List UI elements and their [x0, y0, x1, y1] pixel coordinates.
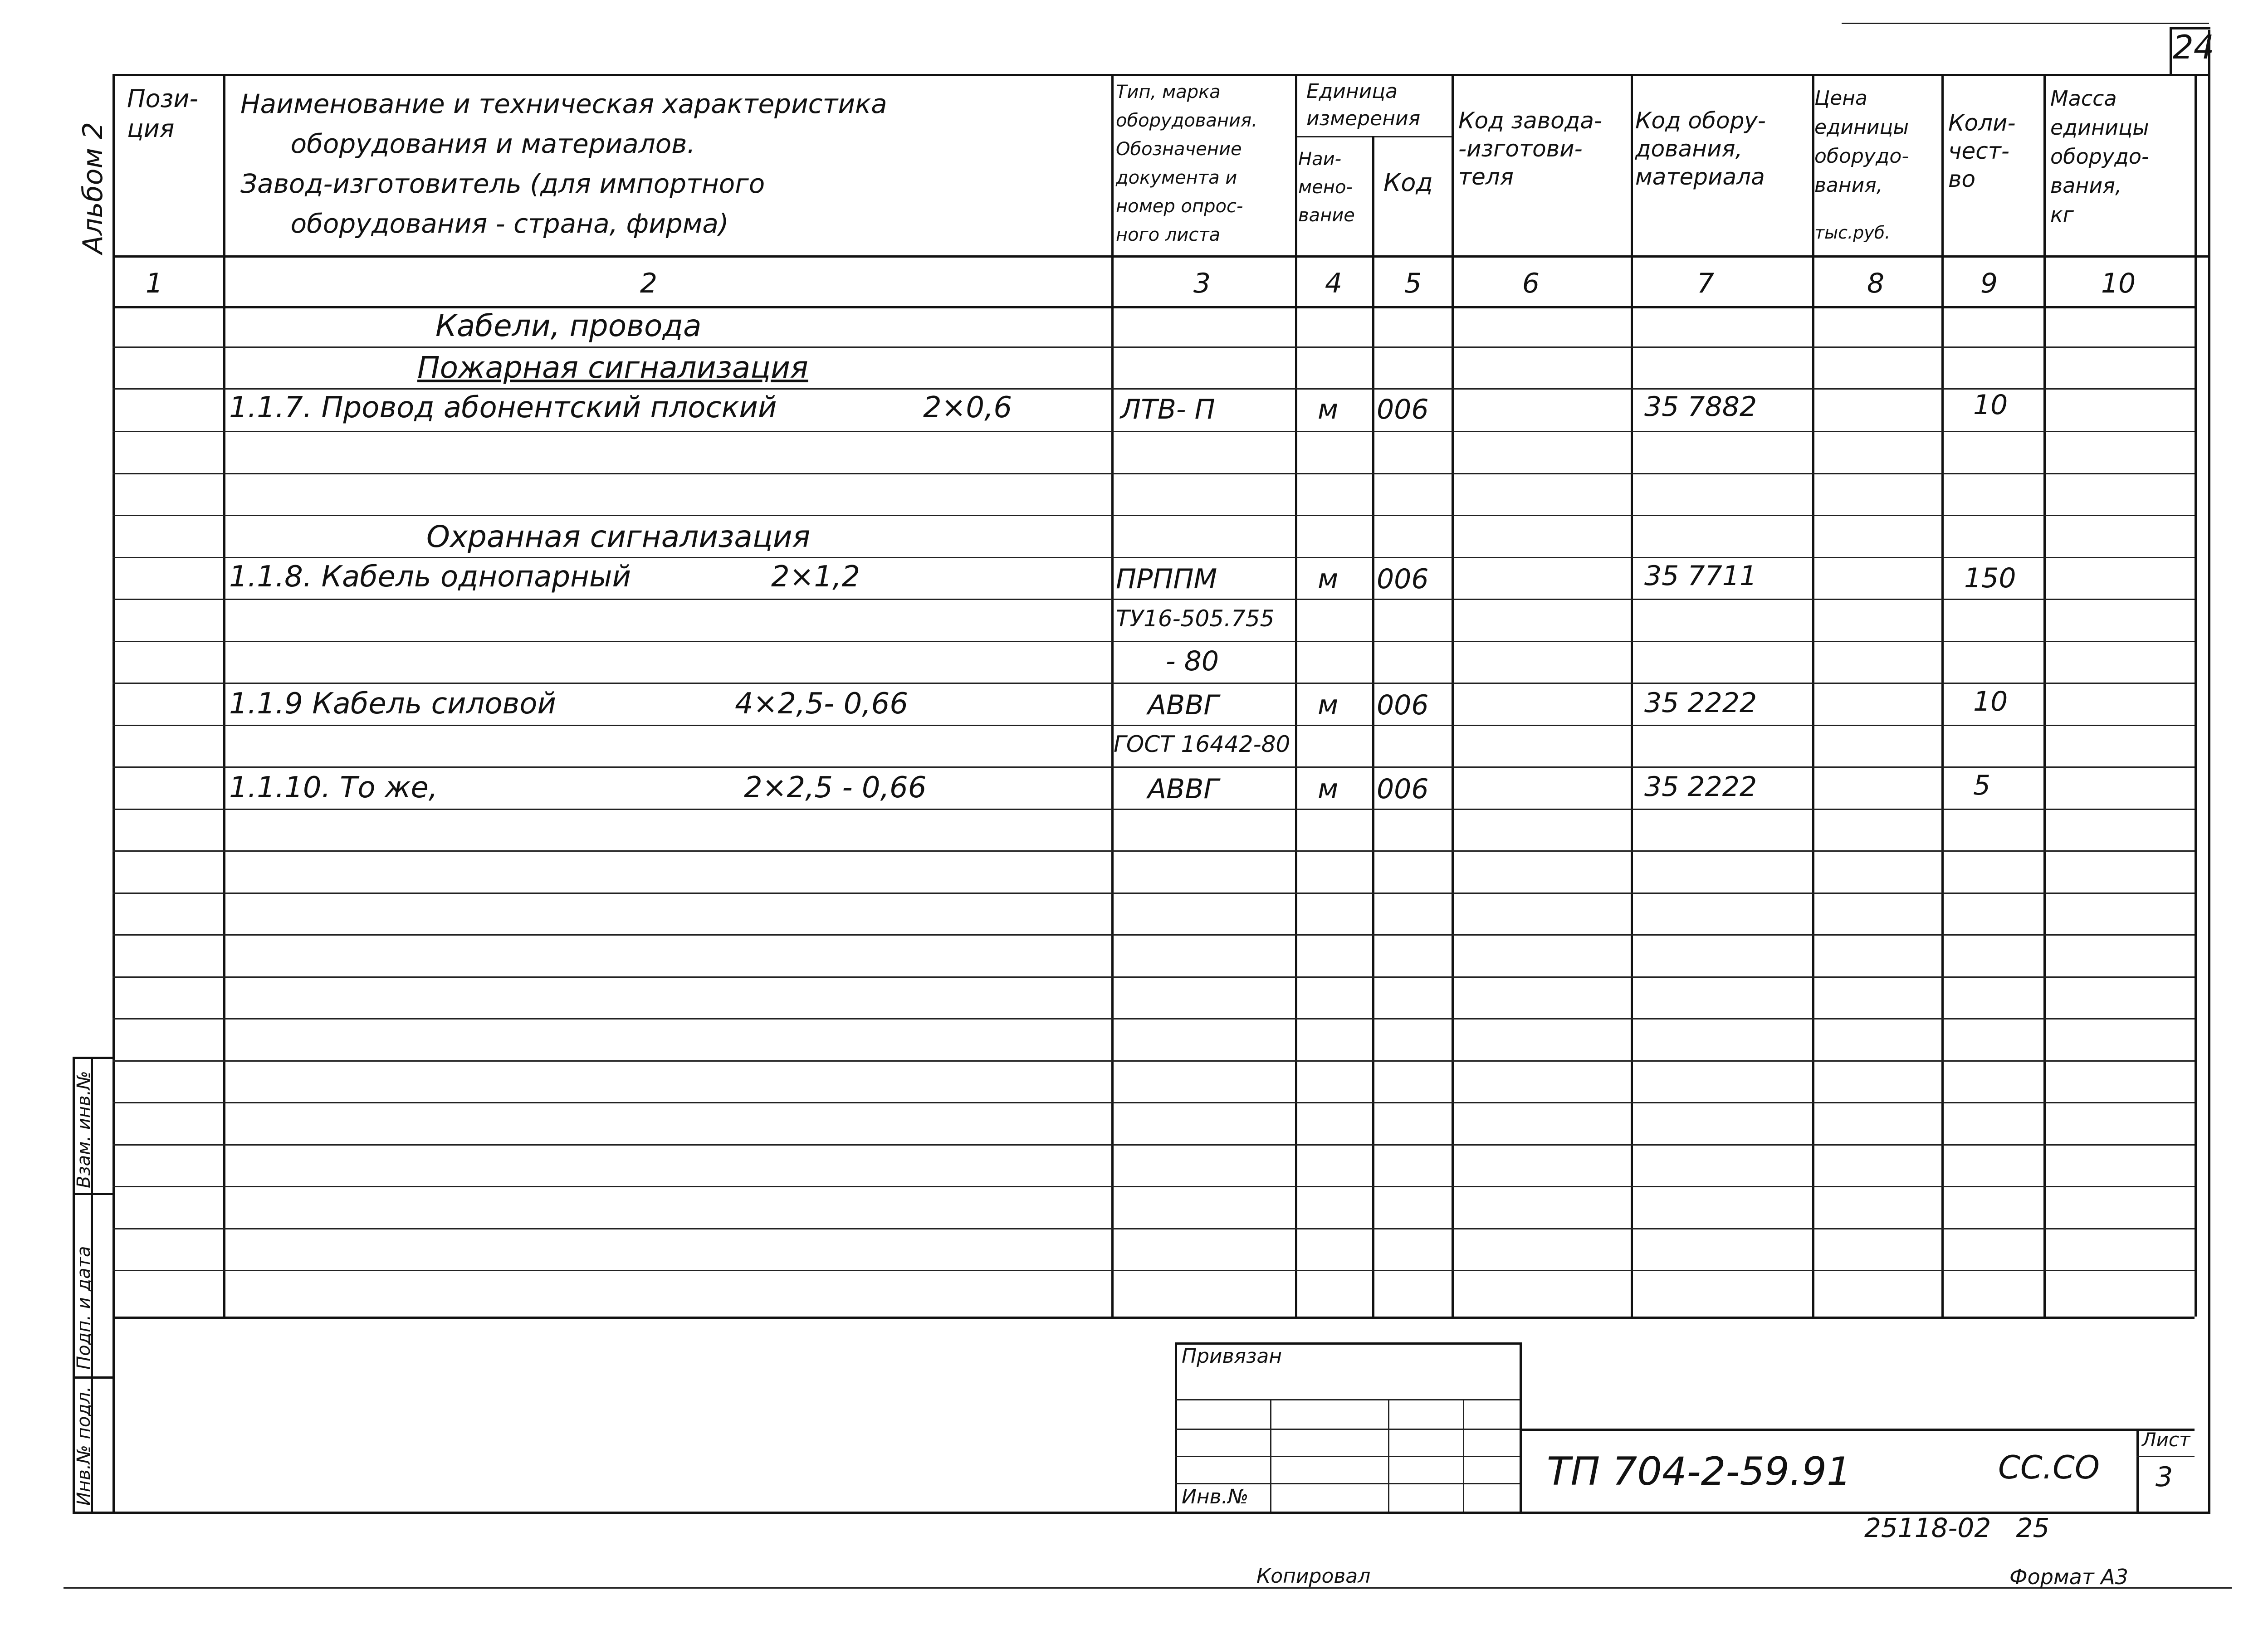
- sheet-label: Лист: [2142, 1429, 2190, 1451]
- item-unit-code: 006: [1377, 563, 1429, 595]
- col-line-9: [2043, 74, 2046, 1317]
- header-mass: Масса единицы оборудо- вания, кг: [2050, 86, 2149, 227]
- col-line-8: [1941, 74, 1944, 1317]
- row-line: [112, 1270, 2195, 1271]
- header-unit-name: Наи- мено- вание: [1298, 149, 1355, 226]
- corner-box-left: [2170, 27, 2172, 74]
- stamp-podp-data: Подп. и дата: [73, 1246, 94, 1370]
- header-position: Пози- ция: [127, 84, 198, 143]
- stamp-vzam-inv: Взам. инв.№: [73, 1071, 94, 1188]
- copied-by: Копировал: [1256, 1565, 1371, 1588]
- frame-top-right-line: [1842, 23, 2209, 24]
- item-name: 1.1.10. То же,: [229, 771, 438, 805]
- tb-row4: [1175, 1483, 1520, 1484]
- item-type: АВВГ: [1148, 773, 1219, 805]
- item-unit: м: [1318, 563, 1339, 595]
- item-qty: 5: [1973, 770, 1991, 801]
- row-line: [112, 557, 2195, 558]
- unit-subheader-line: [1295, 136, 1454, 137]
- col-number: 6: [1522, 268, 1540, 299]
- item-type-doc: ГОСТ 16442-80: [1114, 731, 1290, 757]
- col-number: 8: [1867, 268, 1885, 299]
- row-line: [112, 641, 2195, 642]
- header-unit-group: Единица измерения: [1306, 80, 1421, 130]
- frame-top-border: [112, 74, 2210, 76]
- paper-format: Формат А3: [2009, 1565, 2128, 1589]
- sheet-corner-number: 24: [2173, 28, 2214, 66]
- item-qty: 10: [1973, 389, 2008, 421]
- row-line: [112, 1144, 2195, 1146]
- row-line: [112, 473, 2195, 474]
- item-material-code: 35 7711: [1644, 560, 1757, 592]
- section-cables: Кабели, провода: [435, 308, 702, 343]
- section-fire-alarm: Пожарная сигнализация: [417, 350, 808, 385]
- header-price: Цена единицы оборудо- вания,: [1814, 87, 1909, 197]
- row-line: [112, 1060, 2195, 1062]
- item-unit-code: 006: [1377, 689, 1429, 721]
- col-line-3: [1295, 74, 1297, 1317]
- colnum-bottom-line: [112, 306, 2195, 308]
- item-material-code: 35 7882: [1644, 391, 1757, 423]
- col-line-2: [1111, 74, 1114, 1317]
- row-line: [112, 850, 2195, 852]
- left-stamp-div2: [73, 1376, 113, 1379]
- header-factory-code: Код завода- -изготови- теля: [1458, 107, 1603, 190]
- stamp-inv-podl: Инв.№ подл.: [73, 1386, 94, 1506]
- item-qty: 150: [1964, 562, 2016, 594]
- tb-row2: [1175, 1429, 1520, 1430]
- table-bottom-line: [112, 1317, 2195, 1319]
- section-security-alarm: Охранная сигнализация: [426, 519, 811, 554]
- col-number: 1: [145, 268, 163, 299]
- left-stamp-top: [73, 1057, 113, 1059]
- header-quantity: Коли- чест- во: [1948, 110, 2016, 192]
- item-unit-code: 006: [1377, 773, 1429, 805]
- col-line-1: [223, 74, 225, 1317]
- tb-row1: [1175, 1399, 1520, 1400]
- tb-col1: [1270, 1399, 1271, 1512]
- row-line: [112, 346, 2195, 348]
- row-line: [112, 388, 2195, 390]
- row-line: [112, 766, 2195, 768]
- col-number: 10: [2101, 268, 2136, 299]
- item-spec: 2×2,5 - 0,66: [744, 771, 927, 805]
- header-price-unit: тыс.руб.: [1814, 223, 1891, 243]
- document-code: ТП 704-2-59.91: [1547, 1449, 1852, 1494]
- row-line: [112, 515, 2195, 516]
- col-line-6: [1631, 74, 1633, 1317]
- sheet-number: 3: [2156, 1461, 2173, 1493]
- col-line-7: [1812, 74, 1814, 1317]
- row-line: [112, 893, 2195, 894]
- item-name: 1.1.9 Кабель силовой: [229, 687, 556, 721]
- row-line: [112, 1228, 2195, 1229]
- item-material-code: 35 2222: [1644, 687, 1757, 719]
- tb-row3: [1175, 1456, 1520, 1457]
- row-line: [112, 725, 2195, 726]
- item-name: 1.1.7. Провод абонентский плоский: [229, 391, 777, 424]
- tb-sheet-div: [2136, 1456, 2195, 1457]
- row-line: [112, 976, 2195, 978]
- item-spec: 2×1,2: [771, 560, 860, 594]
- header-unit-code: Код: [1383, 168, 1433, 197]
- footer-line: [64, 1587, 2232, 1589]
- row-line: [112, 1102, 2195, 1103]
- bound-label: Привязан: [1182, 1345, 1282, 1368]
- item-material-code: 35 2222: [1644, 771, 1757, 803]
- col-line-5: [1452, 74, 1454, 1317]
- item-type-doc-year: - 80: [1166, 645, 1219, 677]
- col-number: 3: [1193, 268, 1211, 299]
- header-type: Тип, марка оборудования. Обозначение документа и номер опрос- ного листа: [1116, 82, 1257, 245]
- item-unit: м: [1318, 773, 1339, 805]
- row-line: [112, 1018, 2195, 1019]
- item-qty: 10: [1973, 686, 2008, 717]
- item-unit: м: [1318, 689, 1339, 721]
- item-type: АВВГ: [1148, 689, 1219, 721]
- frame-right-border: [2208, 30, 2210, 1512]
- item-spec: 4×2,5- 0,66: [735, 687, 909, 721]
- row-line: [112, 431, 2195, 432]
- col-number: 2: [640, 268, 658, 299]
- row-line: [112, 1186, 2195, 1187]
- tb-main-left: [1520, 1342, 1522, 1512]
- left-stamp-div1: [73, 1193, 113, 1195]
- item-spec: 2×0,6: [923, 391, 1012, 424]
- inv-label: Инв.№: [1182, 1485, 1249, 1508]
- tb-col3: [1463, 1399, 1464, 1512]
- col-number: 4: [1325, 268, 1343, 299]
- row-line: [112, 599, 2195, 600]
- item-type: ЛТВ- П: [1120, 394, 1215, 425]
- col-number: 7: [1696, 268, 1715, 299]
- set-code: СС.СО: [1998, 1449, 2100, 1486]
- tb-col2: [1388, 1399, 1389, 1512]
- col-line-4: [1372, 136, 1374, 1317]
- item-name: 1.1.8. Кабель однопарный: [229, 560, 631, 594]
- header-material-code: Код обору- дования, материала: [1635, 107, 1766, 190]
- tb-sheet-left: [2136, 1429, 2139, 1512]
- col-number: 9: [1980, 268, 1998, 299]
- header-name: Наименование и техническая характеристика оборудования и материалов. Завод-изготовитель (для импортного оборудования - страна, фирма): [240, 88, 887, 239]
- archive-code: 25118-02 25: [1864, 1512, 2050, 1543]
- album-label: Альбом 2: [77, 122, 109, 254]
- col-number: 5: [1404, 268, 1422, 299]
- item-unit-code: 006: [1377, 394, 1429, 425]
- row-line: [112, 809, 2195, 810]
- col-line-10: [2195, 74, 2197, 1317]
- item-unit: м: [1318, 394, 1339, 425]
- item-type: ПРППМ: [1116, 563, 1217, 595]
- header-bottom-line: [112, 255, 2210, 258]
- row-line: [112, 934, 2195, 936]
- tb-main-top: [1520, 1429, 2195, 1431]
- frame-left-border: [112, 74, 115, 1512]
- item-type-doc: ТУ16-505.755: [1116, 605, 1275, 632]
- row-line: [112, 683, 2195, 684]
- tb-left: [1175, 1342, 1177, 1512]
